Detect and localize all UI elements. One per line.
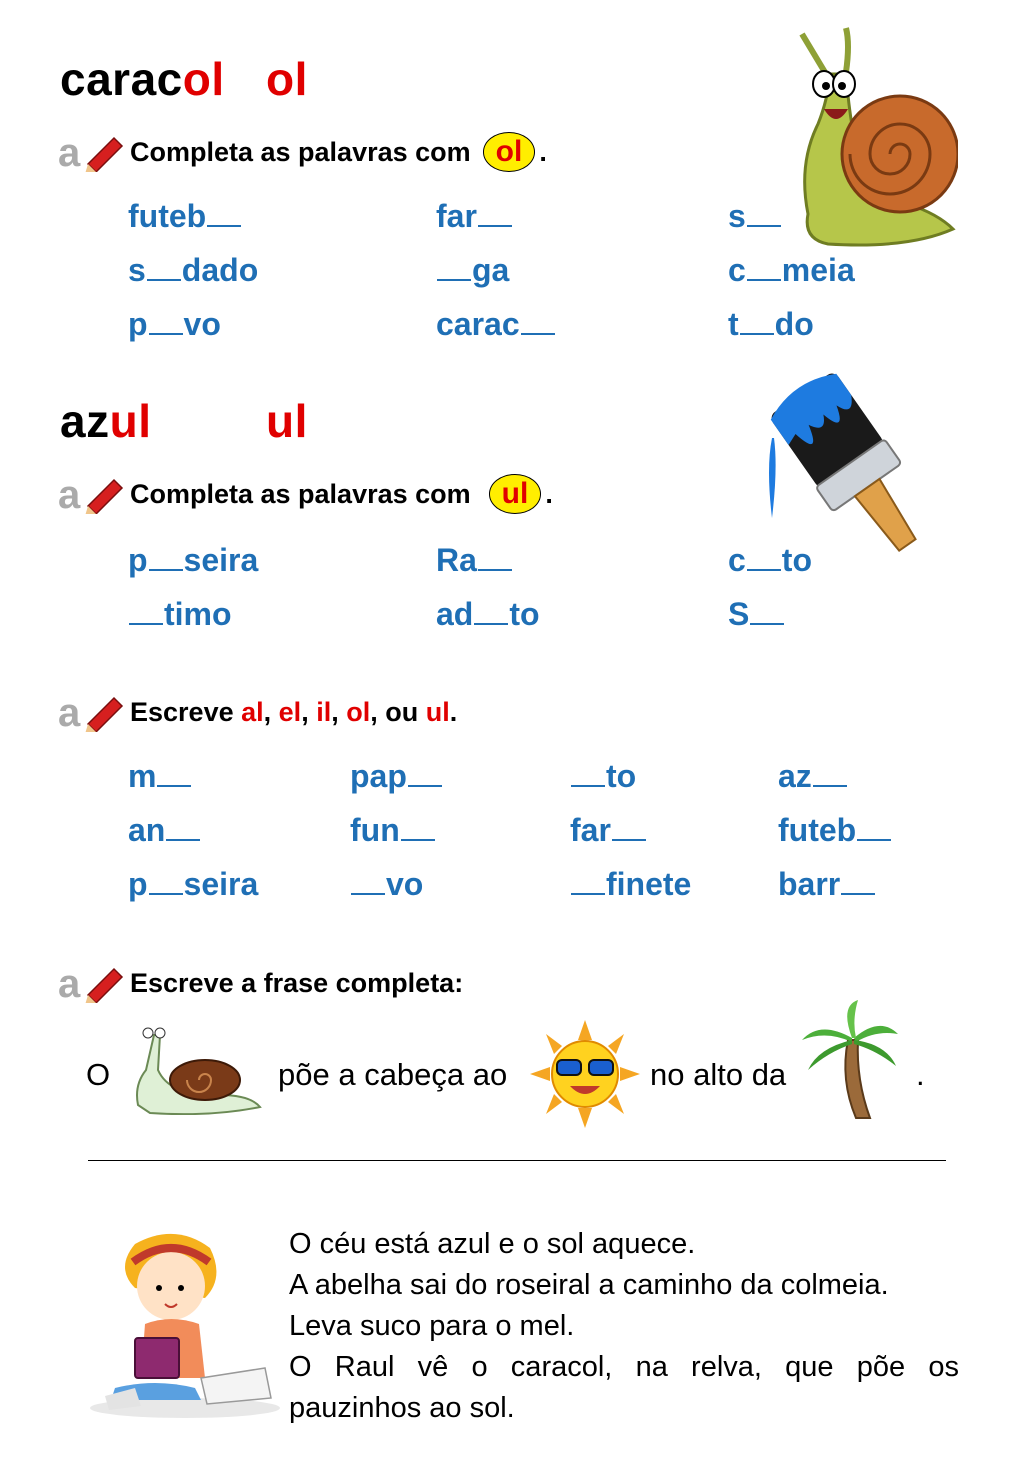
fill-word[interactable]: far [436,198,513,235]
story-line-3: Leva suco para o mel. [289,1310,575,1342]
blank-slot[interactable] [747,279,781,281]
blank-slot[interactable] [149,893,183,895]
blank-slot[interactable] [157,785,191,787]
blank-slot[interactable] [747,225,781,227]
badge-ol: ol [483,132,536,172]
sun-icon [530,1020,640,1128]
phrase-part-3: no alto da [650,1057,787,1092]
fill-word[interactable]: m [128,758,192,795]
blank-slot[interactable] [351,893,385,895]
fill-word[interactable]: finete [570,866,691,903]
blank-slot[interactable] [408,785,442,787]
fill-word[interactable]: an [128,812,201,849]
blank-slot[interactable] [149,569,183,571]
fill-word[interactable]: fun [350,812,436,849]
fill-word[interactable]: vo [350,866,423,903]
answer-line[interactable] [88,1160,946,1161]
blank-slot[interactable] [612,839,646,841]
blank-slot[interactable] [478,569,512,571]
blank-slot[interactable] [571,893,605,895]
fill-word[interactable]: timo [128,596,232,633]
instruction-phrase: a Escreve a frase completa: [58,963,463,1003]
instruction-mix: a Escreve al , el , il , ol , ou ul . [58,692,457,732]
story-text [289,1224,959,1429]
svg-text:a: a [58,692,81,732]
blank-slot[interactable] [437,279,471,281]
svg-text:a: a [58,132,81,172]
svg-text:a: a [58,474,81,514]
paintbrush-illustration [760,368,940,563]
fill-word[interactable]: S [728,596,785,633]
fill-word[interactable]: c meia [728,252,855,288]
fill-word[interactable]: to [570,758,636,795]
title-ul-tag: ul [266,395,308,447]
title-azul: azul [60,395,152,447]
blank-slot[interactable] [207,225,241,227]
blank-slot[interactable] [166,839,200,841]
fill-word[interactable]: ga [436,252,509,289]
blank-slot[interactable] [841,893,875,895]
badge-ul: ul [489,474,542,514]
girl-reading-illustration [75,1228,280,1418]
title-caracol: caracol [60,53,225,105]
option-il: il [316,696,332,727]
fill-word[interactable]: Ra [436,542,513,579]
pencil-a-icon [58,132,126,172]
blank-slot[interactable] [474,623,508,625]
story-line-2: A abelha sai do roseiral a caminho da colmeia. [289,1269,889,1301]
blank-slot[interactable] [740,333,774,335]
fill-word[interactable]: futeb [778,812,892,849]
story-line-4: O Raul vê o caracol, na relva, que põe os pauzinhos ao sol. [289,1351,959,1424]
title-ol-tag: ol [266,53,308,105]
blank-slot[interactable] [747,569,781,571]
palm-tree-icon [800,1000,900,1120]
fill-word[interactable]: futeb [128,198,242,235]
fill-word[interactable]: p seira [128,542,259,578]
blank-slot[interactable] [129,623,163,625]
pencil-a-icon [58,963,126,1003]
svg-text:a: a [58,963,81,1003]
blank-slot[interactable] [813,785,847,787]
fill-word[interactable]: az [778,758,848,795]
story-line-1: O céu está azul e o sol aquece. [289,1228,696,1260]
fill-word[interactable]: s dado [128,252,259,288]
fill-word[interactable]: p seira [128,866,259,902]
fill-word[interactable]: pap [350,758,443,795]
blank-slot[interactable] [521,333,555,335]
fill-word[interactable]: far [570,812,647,849]
fill-word[interactable]: s [728,198,782,235]
option-al: al [241,696,264,727]
option-ol: ol [346,696,371,727]
pencil-a-icon [58,474,126,514]
instruction-ul: a Completa as palavras com ul . [58,474,553,514]
blank-slot[interactable] [857,839,891,841]
blank-slot[interactable] [149,333,183,335]
fill-word[interactable]: p vo [128,306,221,342]
blank-slot[interactable] [750,623,784,625]
fill-word[interactable]: c to [728,542,812,578]
fill-word[interactable]: carac [436,306,556,343]
snail-illustration [788,14,958,249]
option-el: el [278,696,302,727]
fill-word[interactable]: t do [728,306,814,342]
blank-slot[interactable] [571,785,605,787]
pencil-a-icon [58,692,126,732]
phrase-part-1: O [86,1057,111,1092]
blank-slot[interactable] [401,839,435,841]
option-ul: ul [425,696,450,727]
phrase-part-2: põe a cabeça ao [278,1057,508,1092]
fill-word[interactable]: barr [778,866,876,903]
blank-slot[interactable] [478,225,512,227]
fill-word[interactable]: ad to [436,596,540,632]
blank-slot[interactable] [147,279,181,281]
instruction-ol: a Completa as palavras com ol . [58,132,547,172]
snail-small-icon [130,1025,265,1115]
phrase-part-4: . [916,1057,925,1092]
